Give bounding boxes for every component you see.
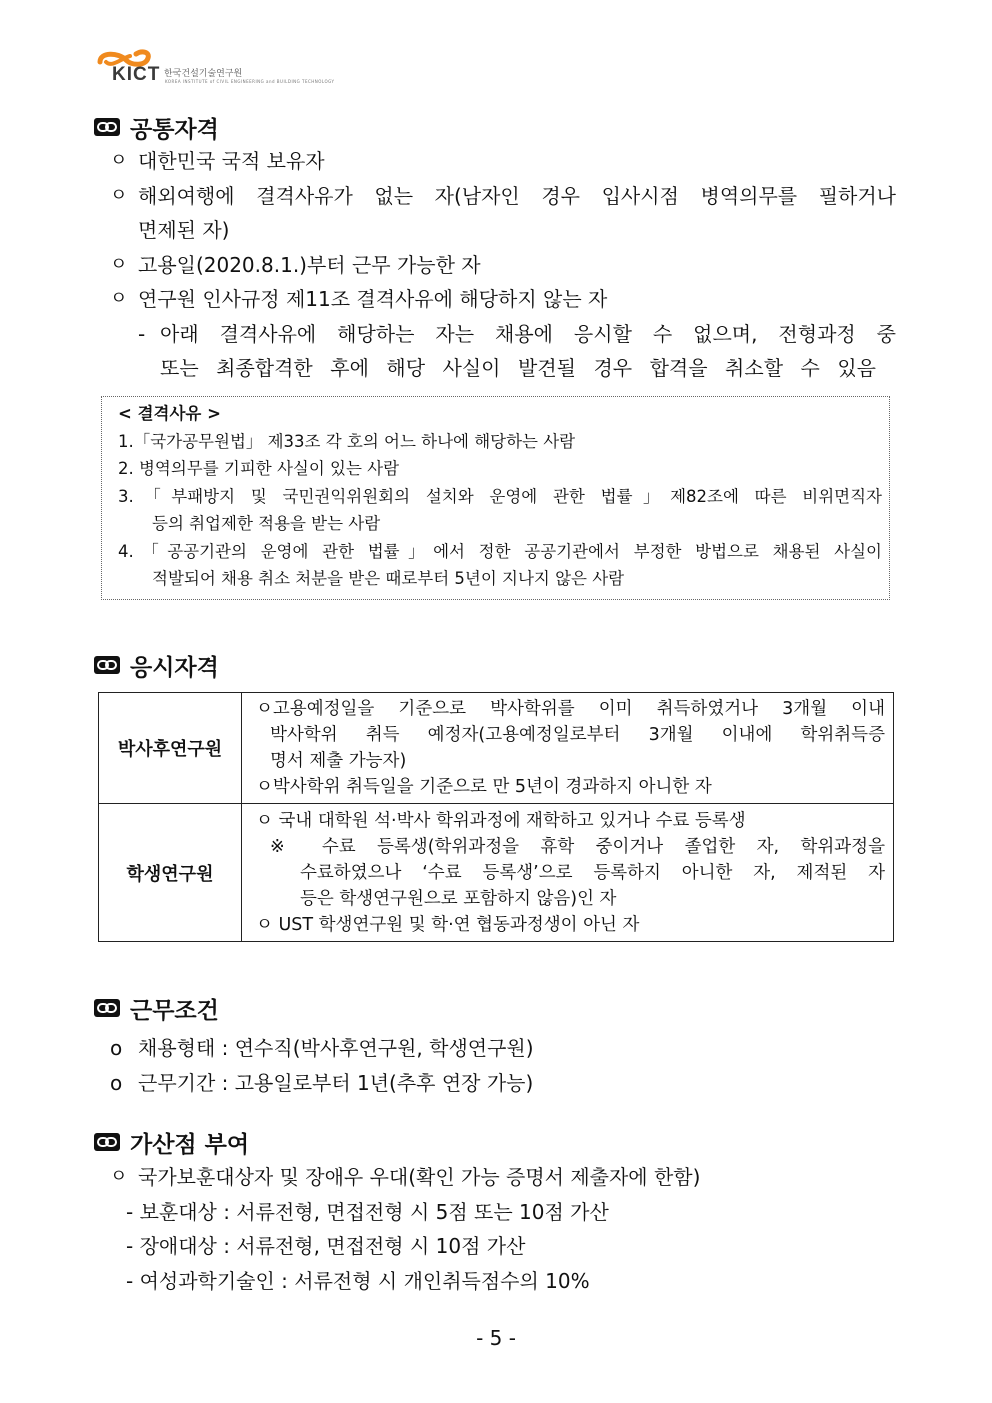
student-line-5: ㅇ UST 학생연구원 및 학·연 협동과정생이 아닌 자 — [256, 914, 640, 935]
box-line-4-cont: 적발되어 채용 취소 처분을 받은 때로부터 5년이 지나지 않은 사람 — [152, 569, 625, 588]
sub-dash: - — [138, 322, 146, 346]
logo-text: KICT — [112, 64, 161, 85]
postdoc-line-4: ㅇ박사학위 취득일을 기준으로 만 5년이 경과하지 아니한 자 — [256, 777, 712, 797]
common-item-2-cont: 면제된 자) — [138, 218, 230, 242]
bullet-o: o — [110, 1036, 123, 1060]
bullet-circle: ㅇ — [110, 150, 128, 171]
section-title-eligibility: 응시자격 — [130, 655, 219, 681]
link-icon — [94, 1133, 120, 1151]
box-title: < 결격사유 > — [118, 404, 221, 423]
student-line-2: ※ 수료 등록생(학위과정을 휴학 중이거나 졸업한 자, 학위과정을 — [270, 836, 885, 857]
section-title-common: 공통자격 — [130, 117, 219, 143]
postdoc-line-3: 명서 제출 가능자) — [270, 751, 407, 771]
common-item-1: 대한민국 국적 보유자 — [138, 149, 325, 173]
link-icon — [94, 656, 120, 674]
bullet-circle: ㅇ — [110, 254, 128, 275]
student-line-1: ㅇ 국내 대학원 석·박사 학위과정에 재학하고 있거나 수료 등록생 — [256, 810, 746, 831]
logo-subtitle: 한국건설기술연구원 — [164, 69, 243, 79]
box-line-2: 2. 병역의무를 기피한 사실이 있는 사람 — [118, 459, 400, 478]
logo-subtitle-en: KOREA INSTITUTE of CIVIL ENGINEERING and BUILDING TECHNOLOGY — [165, 79, 335, 84]
link-icon — [94, 118, 120, 136]
row-content-student — [242, 804, 894, 942]
bonus-sub-1: - 보훈대상 : 서류전형, 면접전형 시 5점 또는 10점 가산 — [126, 1200, 609, 1224]
student-line-3: 수료하였으나 ‘수료 등록생’으로 등록하지 아니한 자, 제적된 자 — [300, 862, 885, 883]
bonus-sub-3: - 여성과학기술인 : 서류전형 시 개인취득점수의 10% — [126, 1269, 590, 1293]
box-line-3: 3.「부패방지 및 국민권익위원회의 설치와 운영에 관한 법률」제82조에 따른 비위면직자 — [118, 487, 882, 506]
link-icon — [94, 999, 120, 1017]
common-item-2: 해외여행에 결격사유가 없는 자(남자인 경우 입사시점 병역의무를 필하거나 — [138, 184, 896, 208]
bullet-circle: ㅇ — [110, 185, 128, 206]
section-title-bonus: 가산점 부여 — [130, 1132, 250, 1158]
work-item-2: 근무기간 : 고용일로부터 1년(추후 연장 가능) — [138, 1071, 534, 1095]
row-header-student: 학생연구원 — [99, 804, 242, 942]
bullet-circle: ㅇ — [110, 1166, 128, 1187]
postdoc-line-1: ㅇ고용예정일을 기준으로 박사학위를 이미 취득하였거나 3개월 이내 — [256, 699, 885, 719]
box-line-3-cont: 등의 취업제한 적용을 받는 사람 — [152, 514, 381, 533]
box-line-4: 4.「공공기관의 운영에 관한 법률」에서 정한 공공기관에서 부정한 방법으로 채용된 사실이 — [118, 542, 882, 561]
student-line-4: 등은 학생연구원으로 포함하지 않음)인 자 — [300, 888, 617, 909]
row-content-postdoc — [242, 693, 894, 804]
box-line-1: 1.「국가공무원법」 제33조 각 호의 어느 하나에 해당하는 사람 — [118, 432, 576, 451]
bullet-o: o — [110, 1071, 123, 1095]
table-row — [99, 804, 894, 942]
page-number: - 5 - — [476, 1326, 516, 1350]
bonus-sub-2: - 장애대상 : 서류전형, 면접전형 시 10점 가산 — [126, 1234, 526, 1258]
common-sub-1: 아래 결격사유에 해당하는 자는 채용에 응시할 수 없으며, 전형과정 중 — [160, 322, 896, 346]
postdoc-line-2: 박사학위 취득 예정자(고용예정일로부터 3개월 이내에 학위취득증 — [270, 725, 885, 745]
bonus-item: 국가보훈대상자 및 장애우 우대(확인 가능 증명서 제출자에 한함) — [138, 1165, 701, 1189]
common-sub-2: 또는 최종합격한 후에 해당 사실이 발견될 경우 합격을 취소할 수 있음 — [160, 356, 876, 380]
common-item-4: 연구원 인사규정 제11조 결격사유에 해당하지 않는 자 — [138, 287, 608, 311]
work-item-1: 채용형태 : 연수직(박사후연구원, 학생연구원) — [138, 1036, 534, 1060]
table-row — [99, 693, 894, 804]
row-header-postdoc: 박사후연구원 — [99, 693, 242, 804]
bullet-circle: ㅇ — [110, 288, 128, 309]
eligibility-table — [98, 692, 894, 942]
section-title-work: 근무조건 — [130, 998, 219, 1024]
common-item-3: 고용일(2020.8.1.)부터 근무 가능한 자 — [138, 253, 481, 277]
